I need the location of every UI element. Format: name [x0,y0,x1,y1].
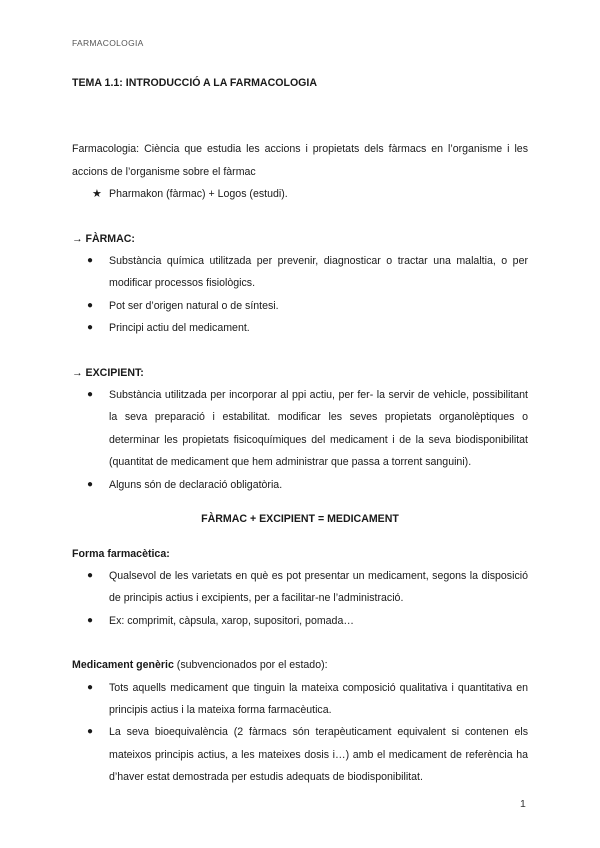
list-item-text: Pharmakon (fàrmac) + Logos (estudi). [109,188,288,201]
farmac-list [72,250,528,340]
list-item [72,384,528,474]
list-item [72,250,528,295]
list-item-text: Ex: comprimit, càpsula, xarop, supositori, pomada… [109,614,354,627]
bullet-icon: ● [87,478,94,490]
bullet-icon: ● [87,569,94,581]
page-body [72,72,528,789]
section-heading-forma: Forma farmacètica: [72,547,170,560]
list-item-text: Pot ser d’origen natural o de síntesi. [109,299,279,312]
generic-heading-text: Medicament genèric [72,659,174,672]
page-number: 1 [520,798,526,810]
section-heading-excipient: → EXCIPIENT: [72,366,144,379]
list-item [72,317,528,339]
bullet-icon: ● [87,255,94,267]
list-item [72,677,528,722]
bullet-icon: ● [87,681,94,693]
section-heading-generic [72,654,528,676]
star-icon: ★ [92,188,102,201]
list-item [72,295,528,317]
bullet-icon: ● [87,614,94,626]
bullet-icon: ● [87,726,94,738]
page-title: TEMA 1.1: INTRODUCCIÓ A LA FARMACOLOGIA [72,77,318,89]
list-item [72,565,528,610]
etymology-list [72,183,528,205]
excipient-list [72,384,528,496]
forma-list [72,565,528,632]
running-header: FARMACOLOGIA [72,38,144,48]
list-item [72,610,528,632]
list-item-text: Substància química utilitzada per prevenir, diagnosticar o tractar una malaltia, o per modificar processos fisiològics. [109,255,528,290]
bullet-icon: ● [87,389,94,401]
list-item-text: Qualsevol de les varietats en què es pot presentar un medicament, segons la disposició de principis actius i excipients, per a facilitar-ne l’administració. [109,569,528,605]
list-item-text: Principi actiu del medicament. [109,322,250,335]
generic-list [72,677,528,789]
medicament-equation: FÀRMAC + EXCIPIENT = MEDICAMENT [201,513,399,526]
definition-paragraph: Farmacologia: Ciència que estudia les accions i propietats dels fàrmacs en l’organisme i les accions de l’organisme sobre el fàrmac [72,143,528,178]
list-item [72,474,528,496]
list-item-text: Substància utilitzada per incorporar al ppi actiu, per fer- la servir de vehicle, possibilitant la seva preparació i estabilitat. modificar les seves propietats organolèptiques o determinar les propietats fisicoquímiques del medicament i de la seva biodisponibilitat (quantitat de medicament que hem administrar que passa a torrent sanguini). [109,389,528,469]
section-heading-farmac: → FÀRMAC: [72,232,135,245]
generic-heading-note: (subvencionados por el estado): [173,659,328,672]
bullet-icon: ● [87,299,94,311]
list-item-text: Tots aquells medicament que tinguin la mateixa composició qualitativa i quantitativa en principis actius i la mateixa forma farmacèutica. [109,681,528,716]
bullet-icon: ● [87,322,94,334]
list-item [72,721,528,788]
list-item-text: La seva bioequivalència (2 fàrmacs són terapèuticament equivalent si contenen els mateixos principis actius, a les mateixes dosis i…) amb el medicament de referència ha d’haver estat demostrada per estudis adequats de biodisponibilitat. [109,726,528,784]
list-item-text: Alguns són de declaració obligatòria. [109,478,283,491]
list-item [72,183,528,205]
